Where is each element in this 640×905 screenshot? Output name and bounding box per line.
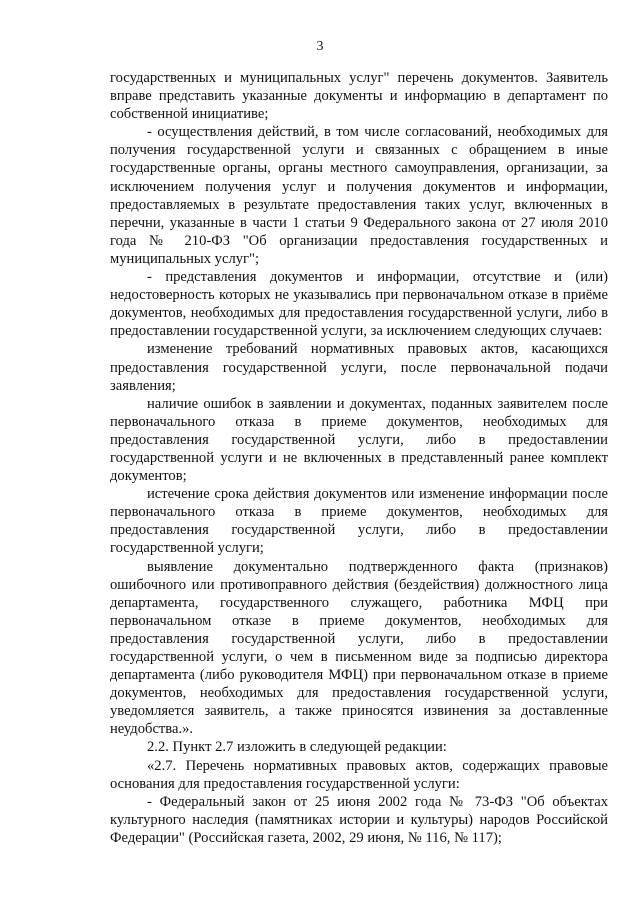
paragraph-continuation: государственных и муниципальных услуг" перечень документов. Заявитель вправе представить указанные документы и информацию в департамент по собственной инициативе; — [110, 70, 608, 123]
paragraph-case-errors: наличие ошибок в заявлении и документах, поданных заявителем после первоначального отказа в приеме документов, необходимых для предоставления государственной услуги, либо в предоставлении государственной услуги и не включенных в представленный ранее комплект документов; — [110, 395, 608, 485]
paragraph-item-actions: - осуществления действий, в том числе согласований, необходимых для получения государственной услуги и связанных с обращением в иные государственные органы, органы местного самоуправления, организации, за исключением получения услуг и получения документов и информации, предоставляемых в результате предоставления таких услуг, включенных в перечни, указанные в части 1 статьи 9 Федерального закона от 27 июля 2010 года № 210-ФЗ "Об организации предоставления государственных и муниципальных услуг"; — [110, 124, 608, 267]
paragraph-case-requirements-change: изменение требований нормативных правовых актов, касающихся предоставления государственной услуги, после первоначальной подачи заявления; — [110, 341, 608, 394]
paragraph-case-misconduct: выявление документально подтвержденного факта (признаков) ошибочного или противоправного действия (бездействия) должностного лица департамента, государственного служащего, работника МФЦ при первоначальном отказе в приеме документов, необходимых для предоставления государственной услуги, либо в предоставлении государственной услуги, о чем в письменном виде за подписью директора департамента (либо руководителя МФЦ) при первоначальном отказе в приеме документов, необходимых для предоставления государственной услуги, уведомляется заявитель, а также приносятся извинения за доставленные неудобства.». — [110, 558, 608, 738]
paragraph-item-documents: - представления документов и информации, отсутствие и (или) недостоверность которых не указывались при первоначальном отказе в приёме документов, необходимых для предоставления государственной услуги, либо в предоставлении государственной услуги, за исключением следующих случаев: — [110, 269, 608, 340]
paragraph-case-expiry: истечение срока действия документов или изменение информации после первоначального отказа в приеме документов, необходимых для предоставления государственной услуги, либо в предоставлении государственной услуги; — [110, 486, 608, 557]
paragraph-clause-2-2: 2.2. Пункт 2.7 изложить в следующей редакции: — [147, 739, 447, 756]
paragraph-clause-2-7: «2.7. Перечень нормативных правовых актов, содержащих правовые основания для предоставления государственной услуги: — [110, 757, 608, 792]
page-number: 3 — [316, 39, 324, 54]
document-body — [110, 69, 608, 847]
paragraph-federal-law: - Федеральный закон от 25 июня 2002 года № 73-ФЗ "Об объектах культурного наследия (памятниках истории и культуры) народов Российской Федерации" (Российская газета, 2002, 29 июня, № 116, № 117); — [110, 793, 608, 846]
